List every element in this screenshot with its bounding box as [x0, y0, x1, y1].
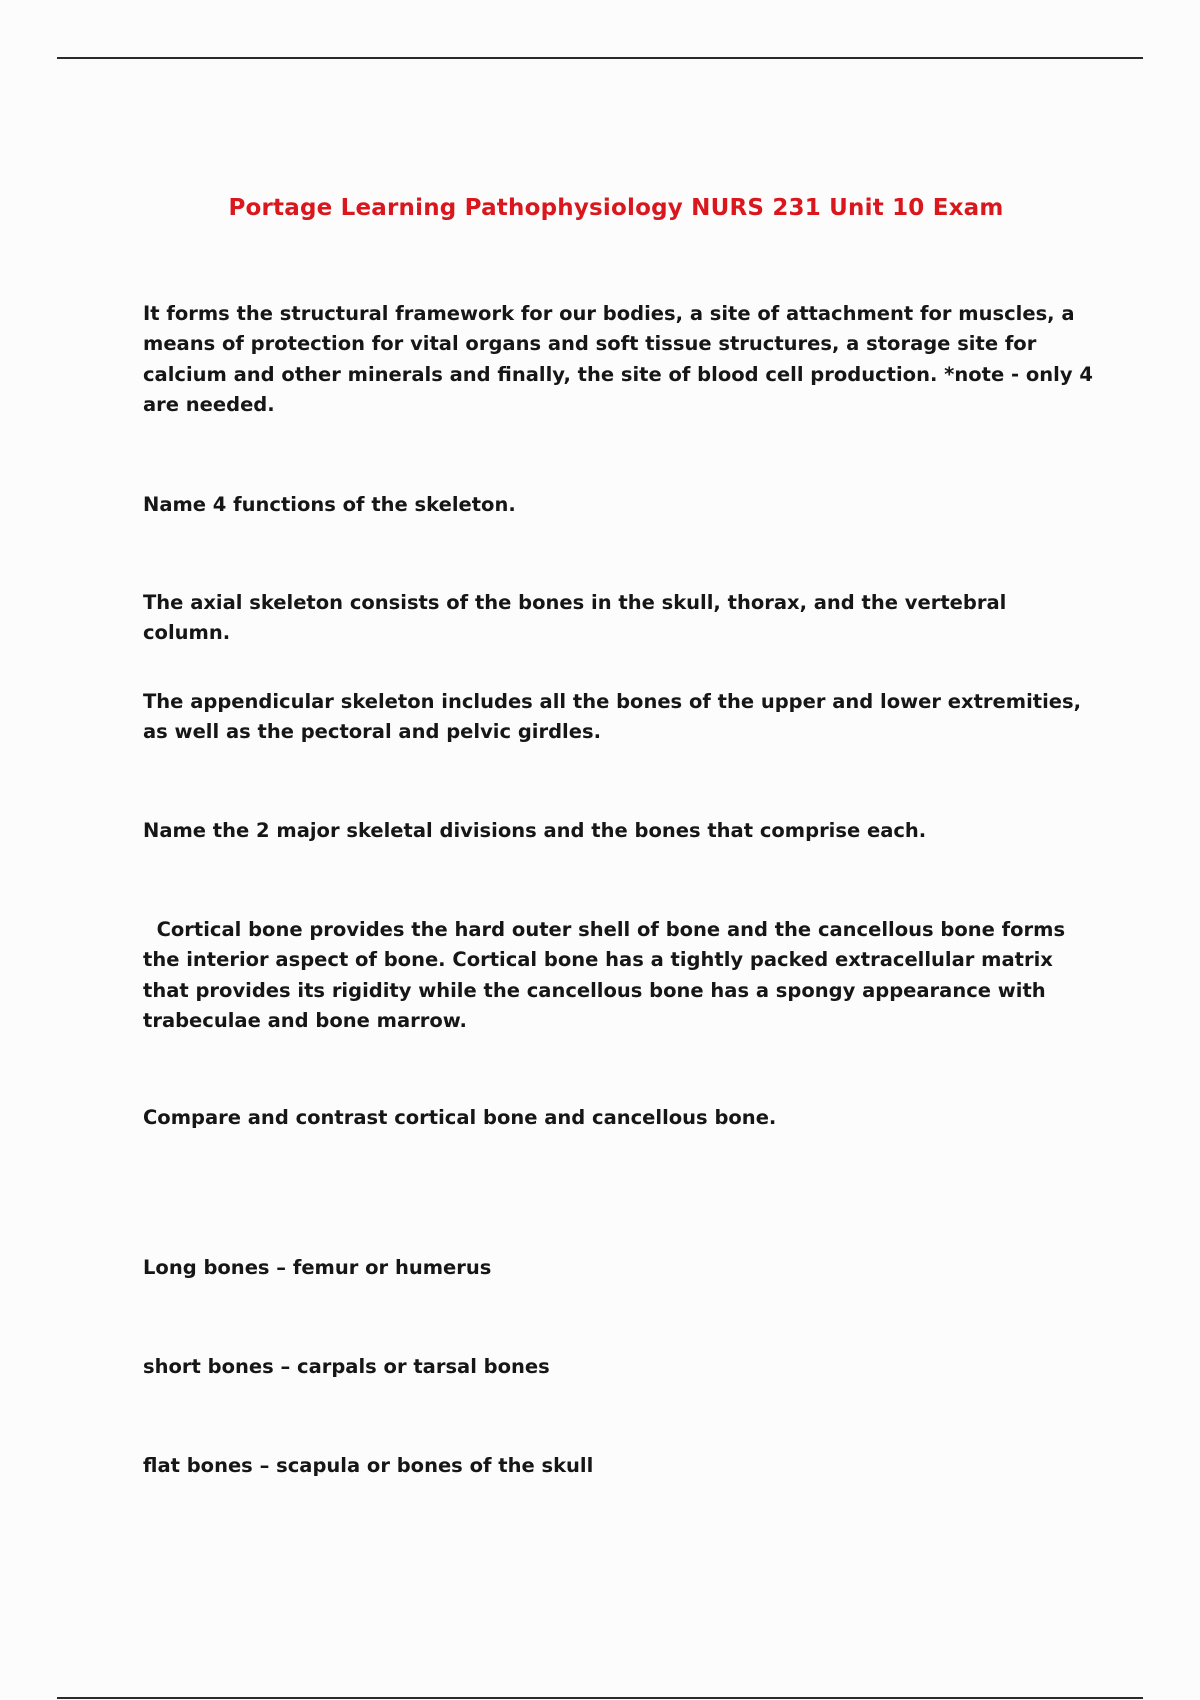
answer-axial-skeleton: The axial skeleton consists of the bones in the skull, thorax, and the vertebral column.: [143, 591, 1007, 645]
question-cortical-cancellous: Compare and contrast cortical bone and cancellous bone.: [143, 1106, 777, 1129]
answer-cortical-cancellous: Cortical bone provides the hard outer shell of bone and the cancellous bone forms the interior aspect of bone. Cortical bone has a tightly packed extracellular matrix that provides its rigidity while the cancellous bone has a spongy appearance with trabeculae and bone marrow.: [143, 918, 1072, 1032]
answer-short-bones: short bones – carpals or tarsal bones: [143, 1355, 550, 1378]
question-skeleton-functions: Name 4 functions of the skeleton.: [143, 493, 516, 516]
answer-flat-bones: flat bones – scapula or bones of the skull: [143, 1454, 594, 1477]
document-title: Portage Learning Pathophysiology NURS 231 Unit 10 Exam: [228, 195, 1004, 221]
question-skeletal-divisions: Name the 2 major skeletal divisions and the bones that comprise each.: [143, 819, 927, 842]
top-rule: [57, 57, 1143, 59]
answer-appendicular-skeleton: The appendicular skeleton includes all the bones of the upper and lower extremities, as well as the pectoral and pelvic girdles.: [143, 690, 1081, 744]
answer-long-bones: Long bones – femur or humerus: [143, 1256, 492, 1279]
bottom-rule: [57, 1697, 1143, 1699]
answer-skeleton-functions: It forms the structural framework for our bodies, a site of attachment for muscles, a means of protection for vital organs and soft tissue structures, a storage site for calcium and other minerals and finally, the site of blood cell production. *note - only 4 are needed.: [143, 302, 1093, 416]
